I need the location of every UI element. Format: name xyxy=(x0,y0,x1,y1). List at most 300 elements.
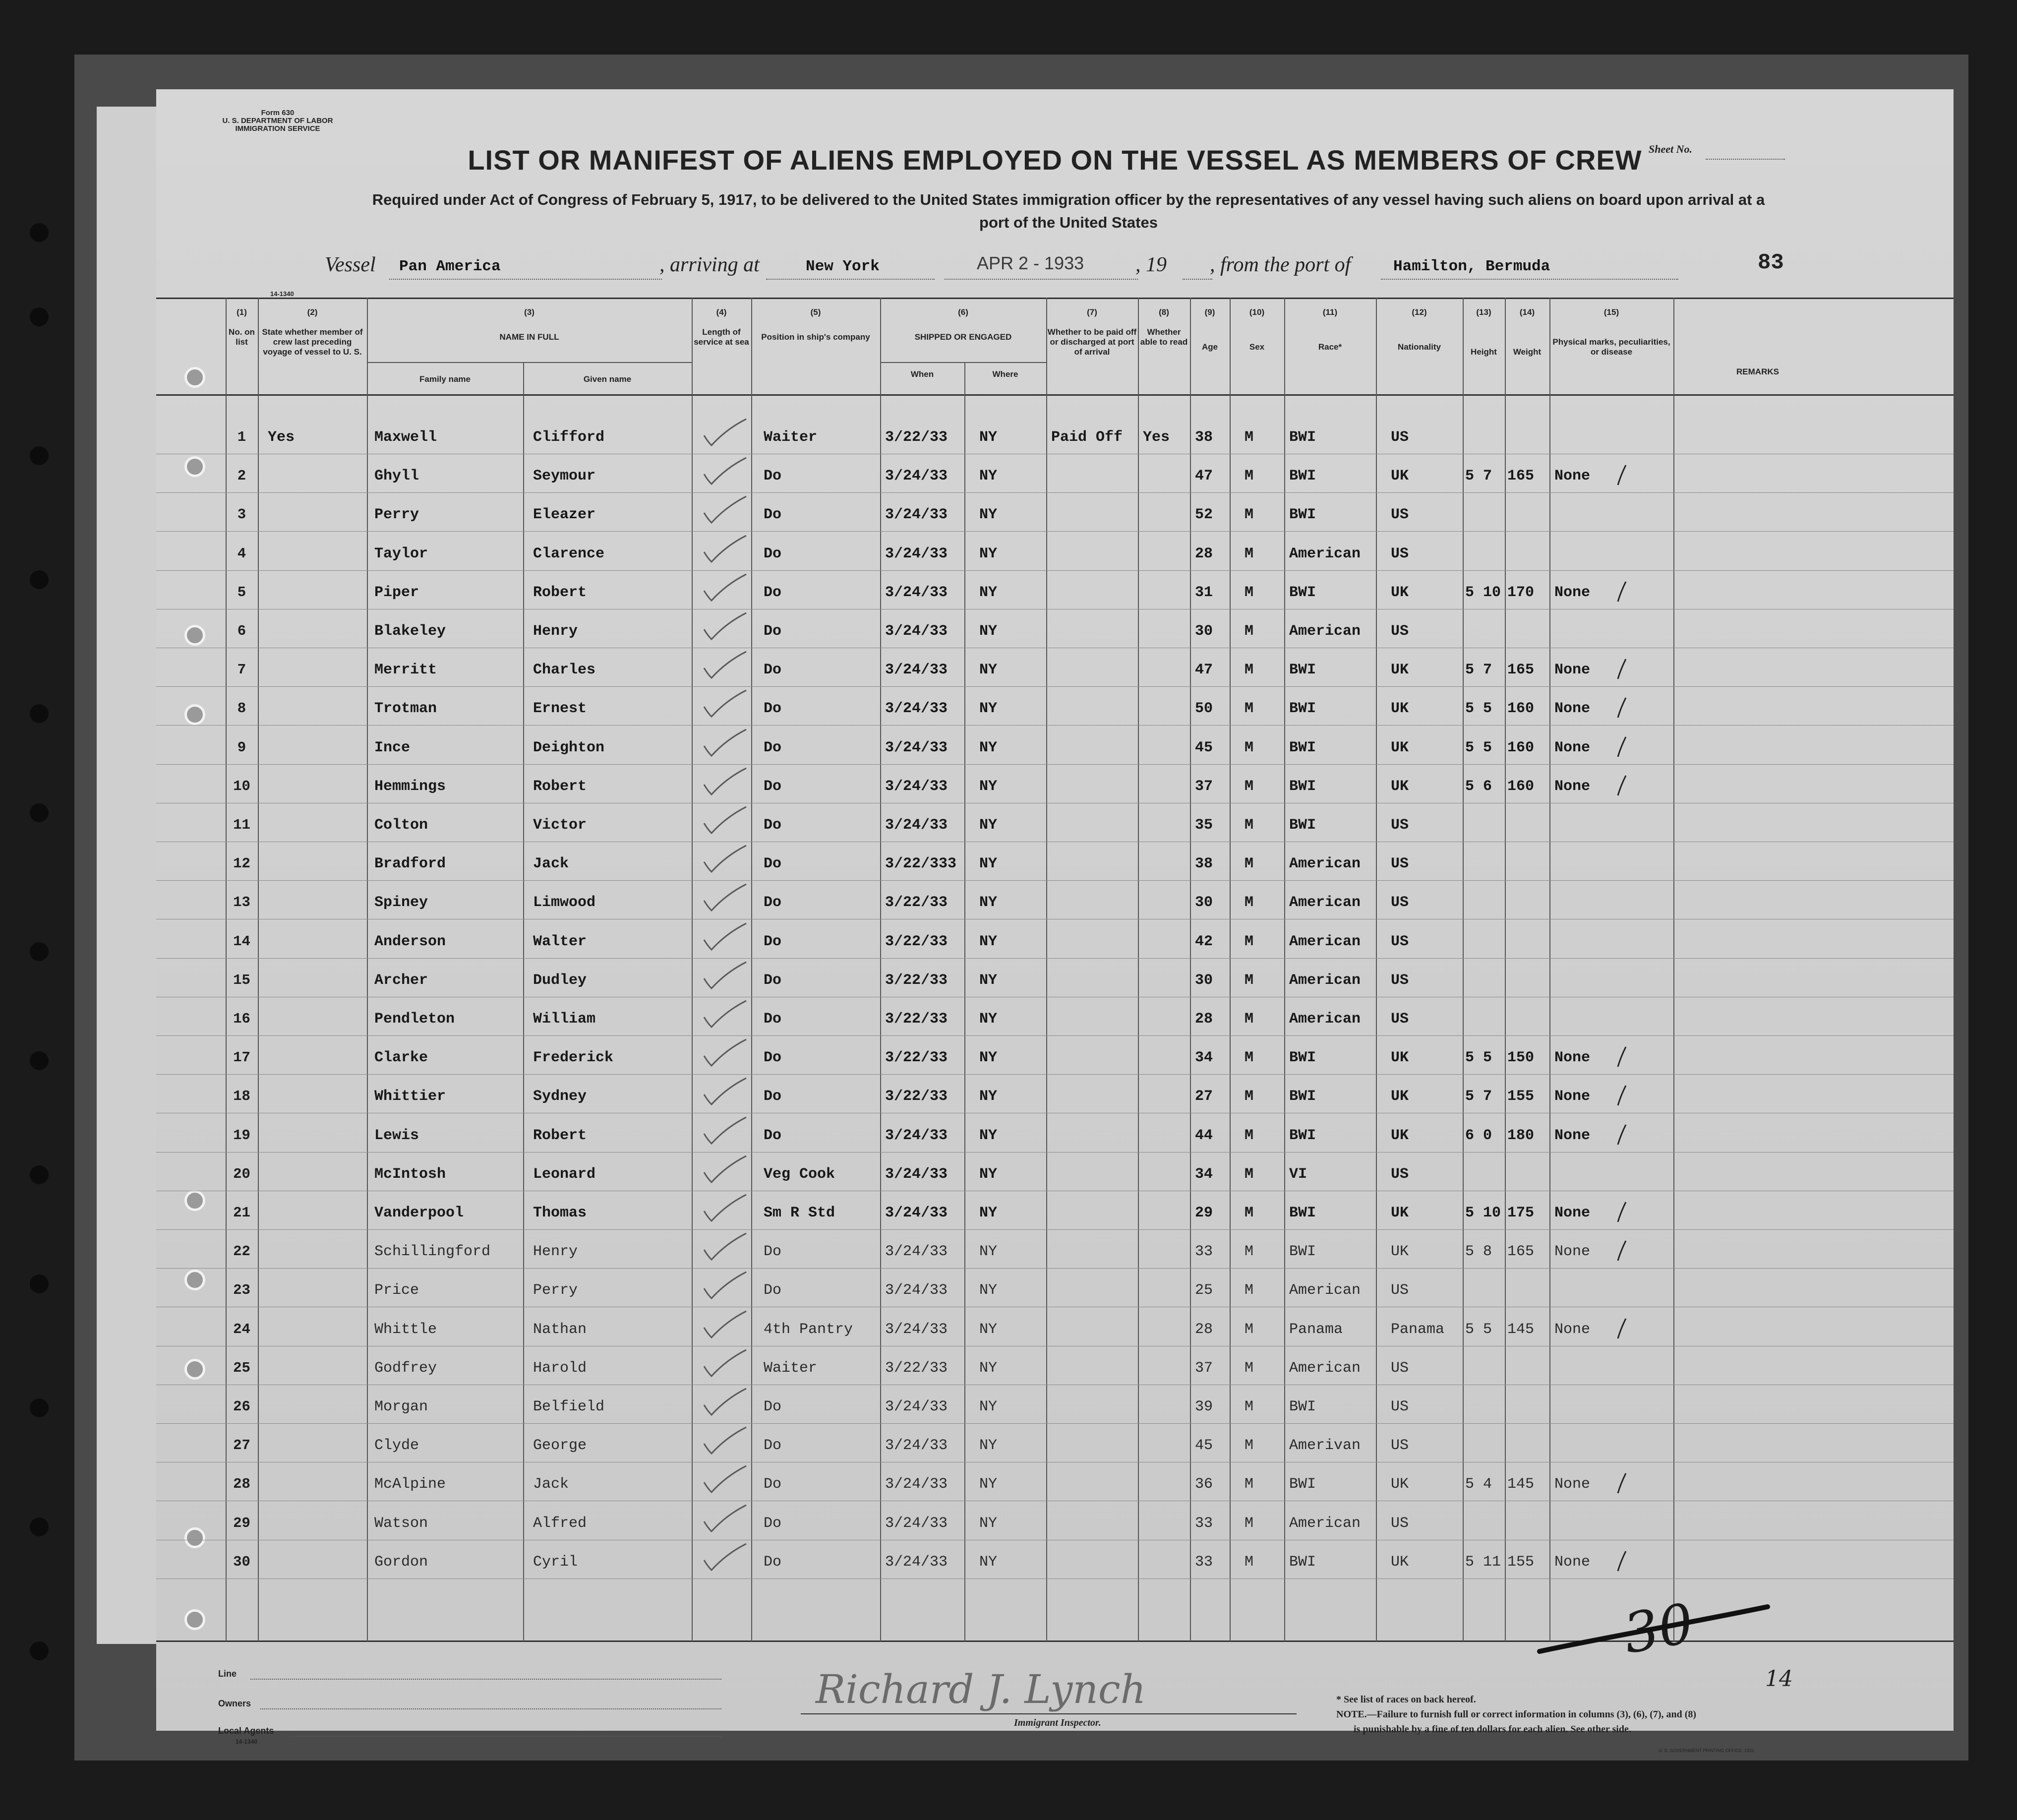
row-number: 11 xyxy=(233,817,250,833)
shipped-when-cell: 3/24/33 xyxy=(885,662,948,679)
shipped-where-cell: NY xyxy=(979,1165,998,1183)
race-cell: BWI xyxy=(1289,506,1316,524)
check-mark-icon xyxy=(697,804,751,839)
height-cell: 5 11 xyxy=(1465,1553,1501,1571)
shipped-where-cell: NY xyxy=(979,894,998,911)
age-cell: 35 xyxy=(1195,817,1213,834)
sex-cell: M xyxy=(1245,1437,1254,1455)
nationality-cell: US xyxy=(1391,1398,1409,1415)
column-divider xyxy=(692,298,693,1641)
binder-hole xyxy=(30,1398,49,1417)
page-mark: 14 xyxy=(1765,1666,1793,1692)
column-divider xyxy=(258,298,259,1641)
race-cell: BWI xyxy=(1289,778,1316,795)
column-divider xyxy=(1376,298,1377,1641)
col-title: Physical marks, peculiarities, or disease xyxy=(1552,337,1670,357)
position-cell: Do xyxy=(764,1127,782,1144)
sex-cell: M xyxy=(1245,506,1254,524)
age-cell: 37 xyxy=(1195,1359,1213,1377)
given-name-cell: Henry xyxy=(533,1243,578,1261)
age-cell: 36 xyxy=(1195,1476,1213,1493)
position-cell: Do xyxy=(764,1398,782,1415)
given-name-cell: Jack xyxy=(533,855,569,873)
sex-cell: M xyxy=(1245,1282,1254,1299)
nationality-cell: UK xyxy=(1391,468,1409,485)
col5-header xyxy=(751,307,880,342)
shipped-when-cell: 3/24/33 xyxy=(885,778,948,795)
check-mark-icon xyxy=(697,998,751,1033)
shipped-where-cell: NY xyxy=(979,545,998,562)
family-name-cell: Schillingford xyxy=(374,1243,491,1261)
row-number: 25 xyxy=(233,1359,250,1376)
col-number: (11) xyxy=(1322,307,1338,317)
given-name-header: Given name xyxy=(583,374,632,384)
given-name-cell: Robert xyxy=(533,1127,587,1144)
col-title: Height xyxy=(1471,347,1497,357)
row-rule xyxy=(156,725,1954,726)
binder-hole xyxy=(30,307,49,326)
shipped-when-cell: 3/24/33 xyxy=(885,700,948,718)
family-name-cell: McAlpine xyxy=(374,1476,446,1493)
row-rule xyxy=(156,570,1954,571)
family-name-cell: Lewis xyxy=(374,1127,419,1144)
sex-cell: M xyxy=(1245,1011,1254,1028)
family-name-cell: Morgan xyxy=(374,1398,428,1415)
check-mark-icon xyxy=(697,921,751,956)
shipped-where-cell: NY xyxy=(979,662,998,679)
weight-cell: 175 xyxy=(1507,1205,1535,1221)
shipped-where-cell: NY xyxy=(979,700,998,718)
nationality-cell: US xyxy=(1391,855,1409,873)
reinforcement-ring xyxy=(184,1527,205,1548)
sex-cell: M xyxy=(1245,1398,1254,1415)
position-cell: Do xyxy=(764,545,782,562)
service-name: IMMIGRATION SERVICE xyxy=(235,124,320,133)
race-cell: VI xyxy=(1289,1165,1307,1183)
shipped-when-cell: 3/24/33 xyxy=(885,1282,948,1299)
given-name-cell: Harold xyxy=(533,1359,587,1377)
name-subheader-rule xyxy=(367,362,692,363)
col14-header xyxy=(1505,307,1549,357)
sex-cell: M xyxy=(1245,1476,1254,1493)
col-title: Race* xyxy=(1318,342,1342,352)
sex-cell: M xyxy=(1245,545,1254,562)
sex-cell: M xyxy=(1245,662,1254,679)
col12-header xyxy=(1376,307,1463,352)
shipped-where-cell: NY xyxy=(979,623,998,640)
shipped-where-cell: NY xyxy=(979,933,998,950)
sex-cell: M xyxy=(1245,933,1254,950)
row-rule xyxy=(156,1423,1954,1424)
form-code: 14-1340 xyxy=(270,290,294,298)
row-rule xyxy=(156,764,1954,765)
shipped-when-cell: 3/22/33 xyxy=(885,1359,948,1377)
given-name-cell: Alfred xyxy=(533,1515,587,1532)
race-cell: American xyxy=(1289,894,1361,911)
position-cell: Waiter xyxy=(764,1359,818,1377)
check-mark-icon xyxy=(697,766,751,800)
nationality-cell: UK xyxy=(1391,1243,1409,1261)
shipped-when-cell: 3/24/33 xyxy=(885,1476,948,1493)
age-cell: 33 xyxy=(1195,1243,1213,1261)
shipped-when-cell: 3/22/33 xyxy=(885,894,948,911)
position-cell: Do xyxy=(764,662,782,679)
line-label: Line xyxy=(218,1669,237,1679)
given-name-cell: Eleazer xyxy=(533,506,596,524)
row-number: 14 xyxy=(233,933,250,950)
line-field xyxy=(250,1679,721,1680)
height-cell: 5 10 xyxy=(1465,1205,1501,1221)
race-cell: Panama xyxy=(1289,1321,1343,1338)
document-title: LIST OR MANIFEST OF ALIENS EMPLOYED ON THE VESSEL AS MEMBERS OF CREW xyxy=(468,144,1642,176)
col-title: Whether to be paid off or discharged at port of arrival xyxy=(1047,327,1137,357)
sex-cell: M xyxy=(1245,1243,1254,1261)
given-name-cell: Jack xyxy=(533,1476,569,1493)
height-cell: 6 0 xyxy=(1465,1127,1492,1144)
shipped-where-cell: NY xyxy=(979,971,998,989)
check-mark-icon xyxy=(697,1153,751,1188)
given-name-cell: Deighton xyxy=(533,739,605,756)
sex-cell: M xyxy=(1245,894,1254,911)
column-divider xyxy=(1046,298,1047,1641)
shipped-where-cell: NY xyxy=(979,1282,998,1299)
given-name-cell: Clifford xyxy=(533,429,605,446)
age-cell: 34 xyxy=(1195,1049,1213,1067)
nationality-cell: US xyxy=(1391,1515,1409,1532)
form-number: Form 630 xyxy=(261,109,295,117)
height-cell: 5 5 xyxy=(1465,1049,1492,1067)
year-label: , 19 xyxy=(1135,253,1167,276)
age-cell: 33 xyxy=(1195,1515,1213,1532)
manifest-sheet xyxy=(156,89,1954,1753)
row-number: 30 xyxy=(233,1553,250,1570)
age-cell: 47 xyxy=(1195,662,1213,679)
height-cell: 5 5 xyxy=(1465,1321,1492,1338)
sex-cell: M xyxy=(1245,1088,1254,1105)
nationality-cell: UK xyxy=(1391,584,1409,601)
sex-cell: M xyxy=(1245,429,1254,446)
family-name-cell: Pendleton xyxy=(374,1011,455,1028)
shipped-when-cell: 3/22/33 xyxy=(885,429,948,446)
sex-cell: M xyxy=(1245,700,1254,718)
weight-cell: 165 xyxy=(1507,468,1535,485)
physical-marks-cell: None xyxy=(1554,1088,1591,1105)
check-mark-icon xyxy=(697,960,751,994)
height-cell: 5 7 xyxy=(1465,468,1492,485)
physical-marks-cell: None xyxy=(1554,739,1591,756)
col-number: (14) xyxy=(1519,307,1535,317)
nationality-cell: UK xyxy=(1391,1205,1409,1221)
physical-marks-cell: None xyxy=(1554,1049,1591,1067)
tick-mark-icon xyxy=(1614,734,1629,759)
col-title: Length of service at sea xyxy=(694,327,749,347)
sex-cell: M xyxy=(1245,971,1254,989)
prior-voyage-cell: Yes xyxy=(268,429,295,446)
col-number: (15) xyxy=(1603,307,1619,317)
race-cell: BWI xyxy=(1289,1205,1316,1221)
race-cell: American xyxy=(1289,1359,1361,1377)
nationality-cell: UK xyxy=(1391,662,1409,679)
weight-cell: 165 xyxy=(1507,1243,1535,1261)
given-name-cell: Henry xyxy=(533,623,578,640)
family-name-cell: Bradford xyxy=(374,855,446,873)
race-cell: BWI xyxy=(1289,1476,1316,1493)
physical-marks-cell: None xyxy=(1554,468,1591,485)
able-to-read-cell: Yes xyxy=(1143,429,1170,446)
given-name-cell: Thomas xyxy=(533,1205,587,1221)
given-name-cell: Belfield xyxy=(533,1398,605,1415)
family-name-cell: Price xyxy=(374,1282,419,1299)
sex-cell: M xyxy=(1245,778,1254,795)
shipped-when-cell: 3/22/33 xyxy=(885,1088,948,1105)
family-name-cell: Clarke xyxy=(374,1049,428,1067)
shipped-when-cell: 3/24/33 xyxy=(885,1553,948,1571)
height-cell: 5 5 xyxy=(1465,700,1492,718)
shipped-when-cell: 3/24/33 xyxy=(885,1243,948,1261)
sex-cell: M xyxy=(1245,623,1254,640)
arrival-port: New York xyxy=(806,258,880,275)
shipped-when-cell: 3/24/33 xyxy=(885,1437,948,1455)
race-cell: BWI xyxy=(1289,700,1316,718)
given-name-cell: William xyxy=(533,1011,596,1028)
check-mark-icon xyxy=(697,727,751,762)
tick-mark-icon xyxy=(1614,1083,1629,1108)
nationality-cell: US xyxy=(1391,971,1409,989)
sheet-number-label: Sheet No. xyxy=(1649,143,1692,155)
height-cell: 5 7 xyxy=(1465,1088,1492,1105)
col-title: Weight xyxy=(1513,347,1542,357)
nationality-cell: US xyxy=(1391,817,1409,834)
col2-header xyxy=(258,307,367,357)
shipped-when-cell: 3/24/33 xyxy=(885,1321,948,1338)
inspector-signature: Richard J. Lynch xyxy=(816,1666,1146,1712)
physical-marks-cell: None xyxy=(1554,662,1591,679)
check-mark-icon xyxy=(697,1231,751,1266)
check-mark-icon xyxy=(697,572,751,607)
physical-marks-cell: None xyxy=(1554,584,1591,601)
nationality-cell: US xyxy=(1391,429,1409,446)
shipped-where-cell: NY xyxy=(979,1049,998,1067)
position-cell: Do xyxy=(764,700,782,718)
position-cell: Do xyxy=(764,1476,782,1493)
race-cell: BWI xyxy=(1289,1049,1316,1067)
shipped-when-cell: 3/24/33 xyxy=(885,506,948,524)
col7-header xyxy=(1046,307,1138,357)
shipped-where-cell: NY xyxy=(979,1476,998,1493)
physical-marks-cell: None xyxy=(1554,1321,1591,1338)
family-name-cell: Merritt xyxy=(374,662,437,679)
col15-header xyxy=(1549,307,1673,357)
tick-mark-icon xyxy=(1614,695,1629,720)
shipped-where-cell: NY xyxy=(979,506,998,524)
form-header-block xyxy=(218,109,337,133)
vessel-field xyxy=(389,279,662,280)
binder-hole xyxy=(30,1274,49,1293)
nationality-cell: US xyxy=(1391,623,1409,640)
race-cell: American xyxy=(1289,933,1361,950)
row-rule xyxy=(156,1268,1954,1269)
race-cell: American xyxy=(1289,855,1361,873)
local-agents-label: Local Agents xyxy=(218,1726,274,1736)
position-cell: Do xyxy=(764,1088,782,1105)
position-cell: Do xyxy=(764,1243,782,1261)
race-cell: BWI xyxy=(1289,817,1316,834)
position-cell: Sm R Std xyxy=(764,1205,835,1221)
family-name-cell: Trotman xyxy=(374,700,437,718)
shipped-where-cell: NY xyxy=(979,855,998,873)
col-title: SHIPPED OR ENGAGED xyxy=(914,332,1012,342)
tick-mark-icon xyxy=(1614,773,1629,798)
where-header: Where xyxy=(992,369,1018,379)
family-name-cell: Godfrey xyxy=(374,1359,437,1377)
nationality-cell: UK xyxy=(1391,1476,1409,1493)
col10-header xyxy=(1230,307,1284,352)
row-number: 3 xyxy=(237,506,246,523)
check-mark-icon xyxy=(697,1192,751,1227)
col-number: (4) xyxy=(716,307,727,317)
row-rule xyxy=(156,1578,1954,1579)
check-mark-icon xyxy=(697,1425,751,1459)
position-cell: Do xyxy=(764,933,782,950)
column-divider xyxy=(1505,298,1506,1641)
age-cell: 30 xyxy=(1195,623,1213,640)
sex-cell: M xyxy=(1245,1049,1254,1067)
given-name-cell: Robert xyxy=(533,584,587,601)
table-top-border xyxy=(156,298,1954,299)
check-mark-icon xyxy=(697,1076,751,1110)
from-port-label: , from the port of xyxy=(1210,253,1351,276)
col-number: (3) xyxy=(524,307,534,317)
position-cell: Do xyxy=(764,894,782,911)
shipped-when-cell: 3/24/33 xyxy=(885,545,948,562)
tick-mark-icon xyxy=(1614,1471,1629,1496)
race-cell: Amerivan xyxy=(1289,1437,1361,1455)
shipped-where-cell: NY xyxy=(979,468,998,485)
binder-hole xyxy=(30,942,49,961)
column-divider xyxy=(964,362,965,1641)
shipped-when-cell: 3/24/33 xyxy=(885,1398,948,1415)
column-divider xyxy=(1549,298,1550,1641)
binder-hole xyxy=(30,1641,49,1660)
pen-stroke xyxy=(1535,1597,1773,1656)
shipped-where-cell: NY xyxy=(979,584,998,601)
col-number: (7) xyxy=(1087,307,1097,317)
reinforcement-ring xyxy=(184,1609,205,1630)
shipped-where-cell: NY xyxy=(979,1553,998,1571)
age-cell: 38 xyxy=(1195,429,1213,446)
penalty-note: NOTE.—Failure to furnish full or correct information in columns (3), (6), (7), and (8) xyxy=(1336,1709,1697,1720)
family-name-cell: Hemmings xyxy=(374,778,446,795)
check-mark-icon xyxy=(697,1309,751,1343)
shipped-when-cell: 3/22/33 xyxy=(885,1049,948,1067)
col11-header xyxy=(1284,307,1376,352)
physical-marks-cell: None xyxy=(1554,1243,1591,1261)
date-field xyxy=(945,279,1138,280)
tick-mark-icon xyxy=(1614,1200,1629,1224)
family-name-cell: McIntosh xyxy=(374,1165,446,1183)
nationality-cell: UK xyxy=(1391,1127,1409,1144)
given-name-cell: Charles xyxy=(533,662,596,679)
col-title: Sex xyxy=(1249,342,1265,352)
family-name-cell: Watson xyxy=(374,1515,428,1532)
col6-header xyxy=(880,307,1046,342)
col-title: State whether member of crew last preceding voyage of vessel to U. S. xyxy=(262,327,363,357)
tick-mark-icon xyxy=(1614,579,1629,604)
row-number: 27 xyxy=(233,1437,250,1454)
family-name-cell: Clyde xyxy=(374,1437,419,1455)
race-cell: BWI xyxy=(1289,662,1316,679)
sex-cell: M xyxy=(1245,1515,1254,1532)
age-cell: 39 xyxy=(1195,1398,1213,1415)
tick-mark-icon xyxy=(1614,1044,1629,1069)
owners-field xyxy=(260,1708,721,1709)
position-cell: Do xyxy=(764,1437,782,1455)
race-cell: BWI xyxy=(1289,584,1316,601)
nationality-cell: US xyxy=(1391,1011,1409,1028)
shipped-where-cell: NY xyxy=(979,817,998,834)
tick-mark-icon xyxy=(1614,1122,1629,1147)
binder-hole xyxy=(30,1517,49,1536)
sex-cell: M xyxy=(1245,1165,1254,1183)
weight-cell: 160 xyxy=(1507,739,1535,756)
row-rule xyxy=(156,880,1954,881)
weight-cell: 145 xyxy=(1507,1321,1535,1338)
reinforcement-ring xyxy=(184,625,205,646)
family-name-cell: Archer xyxy=(374,971,428,989)
race-cell: BWI xyxy=(1289,1243,1316,1261)
col3-header xyxy=(367,307,692,342)
binder-hole xyxy=(30,1051,49,1070)
shipped-where-cell: NY xyxy=(979,1321,998,1338)
given-name-cell: Walter xyxy=(533,933,587,950)
height-cell: 5 6 xyxy=(1465,778,1492,795)
shipped-where-cell: NY xyxy=(979,1127,998,1144)
column-divider xyxy=(880,298,881,1641)
given-name-cell: Frederick xyxy=(533,1049,614,1067)
page-number: 83 xyxy=(1758,250,1784,275)
row-number: 8 xyxy=(237,700,246,717)
footer-form-code: 14-1340 xyxy=(236,1738,258,1745)
position-cell: Do xyxy=(764,468,782,485)
race-cell: American xyxy=(1289,545,1361,562)
nationality-cell: US xyxy=(1391,1282,1409,1299)
row-number: 9 xyxy=(237,739,246,756)
departure-field xyxy=(1381,279,1678,280)
nationality-cell: US xyxy=(1391,933,1409,950)
printing-office: U. S. GOVERNMENT PRINTING OFFICE: 1931 xyxy=(1659,1748,1754,1753)
tick-mark-icon xyxy=(1614,1316,1629,1341)
given-name-cell: Ernest xyxy=(533,700,587,718)
col-title: Whether able to read xyxy=(1140,327,1188,347)
shipped-when-cell: 3/24/33 xyxy=(885,584,948,601)
col4-header xyxy=(692,307,751,347)
paid-off-cell: Paid Off xyxy=(1051,429,1123,446)
tick-mark-icon xyxy=(1614,1238,1629,1263)
nationality-cell: UK xyxy=(1391,700,1409,718)
shipped-where-cell: NY xyxy=(979,1359,998,1377)
col13-header xyxy=(1463,307,1505,357)
check-mark-icon xyxy=(697,494,751,529)
col-number: (10) xyxy=(1249,307,1265,317)
race-cell: BWI xyxy=(1289,1127,1316,1144)
shipped-where-cell: NY xyxy=(979,778,998,795)
signature-line xyxy=(801,1713,1297,1714)
col-number: (6) xyxy=(958,307,968,317)
binder-hole xyxy=(30,223,49,242)
given-name-cell: Clarence xyxy=(533,545,605,562)
subtitle-line-1: Required under Act of Congress of February 5, 1917, to be delivered to the United States immigration officer by the representatives of any vessel having such aliens on board upon arrival at a xyxy=(372,191,1765,208)
check-mark-icon xyxy=(697,1503,751,1537)
